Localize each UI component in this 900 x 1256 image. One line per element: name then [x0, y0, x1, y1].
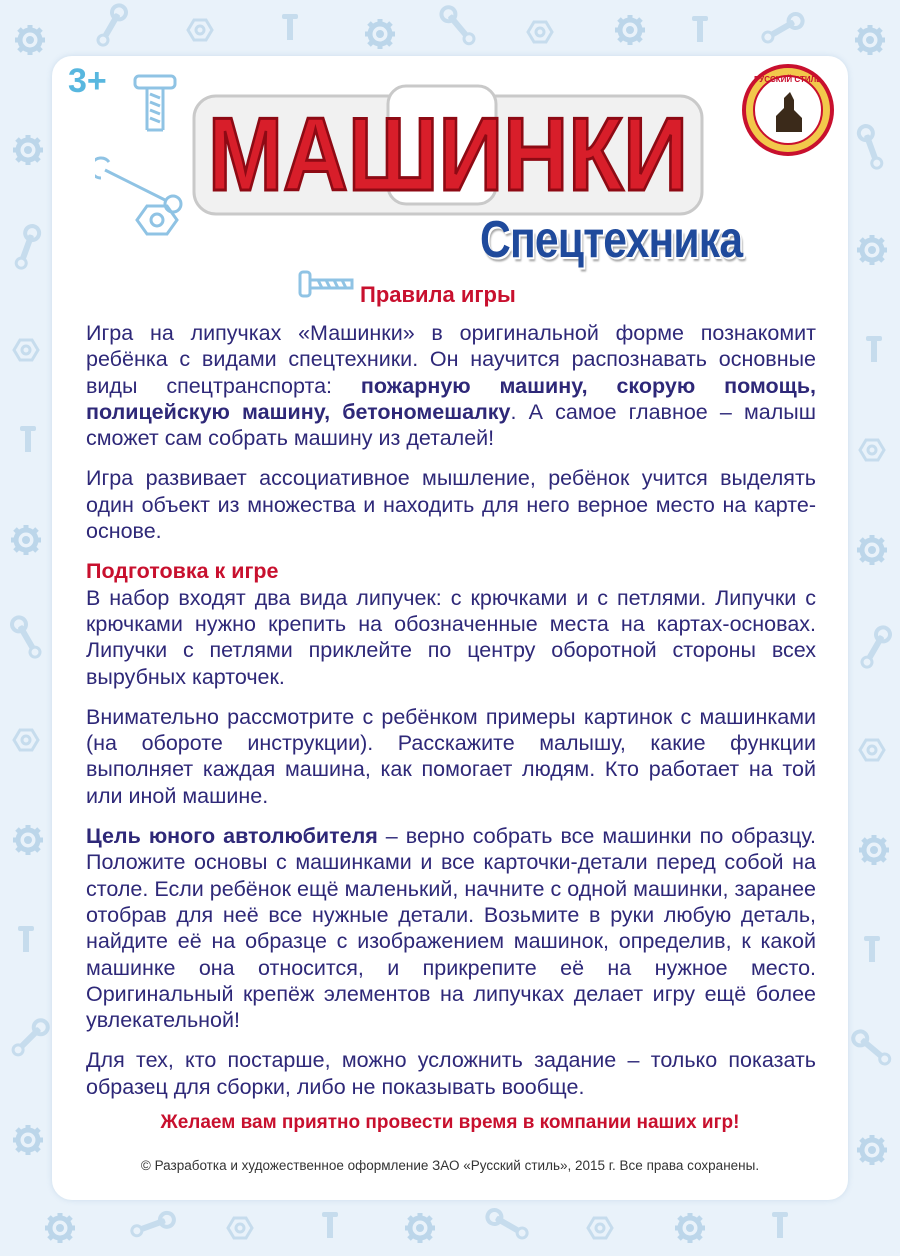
prep-title: Подготовка к игре [86, 559, 279, 584]
goal-title: Цель юного автолюбителя [86, 824, 378, 849]
prep-paragraph: В набор входят два вида липучек: с крючками и с петлями. Липучки с крючками нужно крепить на обозначенные места на картах-основах. Липучки с петлями приклейте по центру оборотной стороны всех вырубных карточек. [86, 585, 816, 689]
development-paragraph: Игра развивает ассоциативное мышление, ребёнок учится выделять один объект из множества и находить для него верное место на карте-основе. [86, 466, 816, 544]
goal-paragraph: Цель юного автолюбителя – верно собрать все машинки по образцу. Положите основы с машинками и все карточки-детали перед собой на столе. Если ребёнок ещё маленький, начните с одной машинки, заранее отобрав для неё все нужные детали. Возьмите в руки любую деталь, найдите её на образце с изображением машинок, определив, к какой машинке она относится, и прикрепите её на нужное место. Оригинальный крепёж элементов на липучках делает игру ещё более увлекательной! [86, 824, 816, 1033]
rules-content [86, 320, 816, 1114]
examples-paragraph: Внимательно рассмотрите с ребёнком примеры картинок с машинками (на обороте инструкции). Расскажите малышу, какие функции выполняет каждая машина, как помогает людям. Кто работает на той или иной машине. [86, 704, 816, 808]
rules-title: Правила игры [360, 282, 516, 307]
title-logo [188, 82, 708, 222]
main-title: МАШИНКИ [208, 97, 688, 213]
age-badge: 3+ [68, 62, 107, 100]
wish-text: Желаем вам приятно провести время в компании наших игр! [160, 1112, 740, 1133]
copyright-text: © Разработка и художественное оформление ЗАО «Русский стиль», 2015 г. Все права сохранены. [140, 1158, 760, 1173]
advanced-paragraph: Для тех, кто постарше, можно усложнить задание – только показать образец для сборки, либо не показывать вообще. [86, 1048, 816, 1099]
russian-style-logo [740, 62, 836, 158]
subtitle: Спецтехника [480, 211, 743, 269]
bolt-icon [298, 268, 362, 300]
intro-paragraph: Игра на липучках «Машинки» в оригинальной форме познакомит ребёнка с видами спецтехники. Он научится распознавать основные виды спецтранспорта: пожарную машину, скорую помощь, полицейскую машину, бетономешалку. А самое главное – малыш сможет сам собрать машину из деталей! [86, 321, 817, 451]
logo-text: РУССКИЙ СТИЛЬ [754, 75, 822, 84]
vehicle-types-bold: пожарную машину, скорую помощь, полицейскую машину, бетономешалку [86, 373, 817, 424]
